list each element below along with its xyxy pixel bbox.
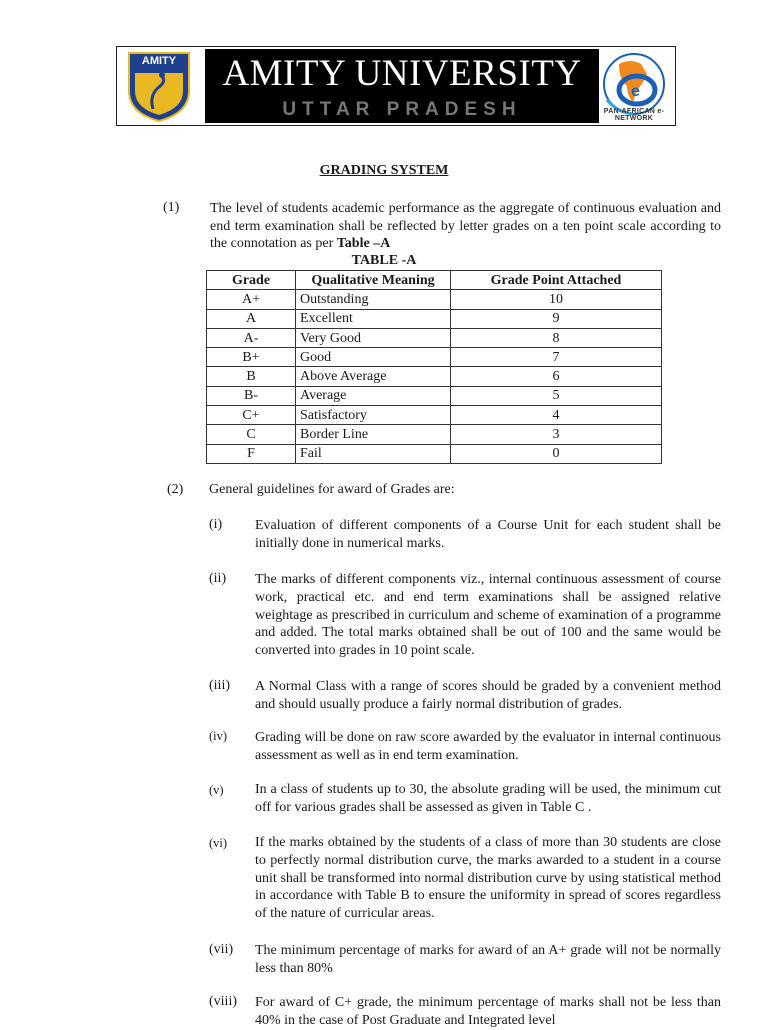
grade-cell: C (207, 425, 296, 444)
grade-cell: A+ (207, 290, 296, 309)
item-number: (iii) (209, 678, 230, 693)
item-number: (iv) (209, 729, 228, 743)
table-a-caption: TABLE -A (351, 253, 417, 268)
amity-logo-text: AMITY (141, 55, 177, 67)
grade-cell: C+ (207, 406, 296, 425)
network-logo-text: PAN-AFRICAN e-NETWORK (603, 108, 665, 122)
guideline-item: In a class of students up to 30, the absolute grading will be used, the minimum cut off for various grades shall be assessed as given in Table C . (255, 782, 721, 815)
item-number: (vi) (209, 836, 228, 850)
point-cell: 3 (451, 425, 662, 444)
table-row (207, 444, 662, 463)
item-number: (ii) (209, 571, 227, 586)
grade-cell: B- (207, 386, 296, 405)
item-number: (vii) (209, 942, 234, 957)
meaning-cell: Average (296, 386, 451, 405)
meaning-cell: Good (296, 348, 451, 367)
table-row (207, 367, 662, 386)
item-number: (viii) (209, 994, 237, 1009)
header-qualitative-meaning: Qualitative Meaning (296, 271, 451, 290)
meaning-cell: Very Good (296, 328, 451, 347)
header-grade-point: Grade Point Attached (451, 271, 662, 290)
grade-cell: F (207, 444, 296, 463)
meaning-cell: Satisfactory (296, 406, 451, 425)
pan-african-network-logo (597, 50, 671, 124)
point-cell: 8 (451, 328, 662, 347)
para2-text: General guidelines for award of Grades are: (209, 482, 455, 497)
guideline-item: The minimum percentage of marks for award of an A+ grade will not be normally less than 80% (255, 943, 721, 976)
para1-table-ref: Table –A (336, 236, 391, 251)
table-row (207, 309, 662, 328)
meaning-cell: Above Average (296, 367, 451, 386)
university-name: AMITY UNIVERSITY (222, 53, 582, 94)
header-banner (116, 46, 676, 126)
grade-cell: B+ (207, 348, 296, 367)
point-cell: 9 (451, 309, 662, 328)
point-cell: 0 (451, 444, 662, 463)
point-cell: 7 (451, 348, 662, 367)
campus-name: UTTAR PRADESH (282, 99, 522, 120)
point-cell: 4 (451, 406, 662, 425)
table-header-row (207, 271, 662, 290)
guideline-item: A Normal Class with a range of scores should be graded by a convenient method and should usually produce a fairly normal distribution of grades. (255, 679, 721, 712)
guideline-item: Grading will be done on raw score awarded by the evaluator in internal continuous assessment as well as in end term examination. (255, 730, 721, 763)
svg-text:e: e (631, 83, 640, 100)
banner-title-block (205, 49, 599, 123)
table-row (207, 328, 662, 347)
table-row (207, 425, 662, 444)
grade-cell: A- (207, 328, 296, 347)
guideline-item: If the marks obtained by the students of a class of more than 30 students are close to perfectly normal distribution curve, the marks awarded to a student in a course unit shall be transformed into normal distribution curve by using statistical method in accordance with Table B to ensure the uniformity in spread of scores regardless of the nature of curricular areas. (255, 835, 721, 922)
point-cell: 6 (451, 367, 662, 386)
point-cell: 10 (451, 290, 662, 309)
meaning-cell: Outstanding (296, 290, 451, 309)
page-title: GRADING SYSTEM (319, 163, 449, 178)
guideline-item: The marks of different components viz., internal continuous assessment of course work, practical etc. and end term examinations shall be assigned relative weightage as prescribed in curriculum and scheme of examination of a programme and added. The total marks obtained shall be out of 100 and the same would be converted into grades in 10 point scale. (255, 572, 721, 659)
para2-number: (2) (167, 482, 184, 497)
amity-logo (123, 51, 195, 123)
guideline-item: For award of C+ grade, the minimum percentage of marks shall not be less than 40% in the case of Post Graduate and Integrated level (255, 995, 721, 1028)
meaning-cell: Fail (296, 444, 451, 463)
para1-body: The level of students academic performance as the aggregate of continuous evaluation and end term examination shall be reflected by letter grades on a ten point scale according to the connotation as per (210, 201, 721, 251)
table-row (207, 348, 662, 367)
para1-number: (1) (163, 200, 180, 215)
grade-cell: B (207, 367, 296, 386)
meaning-cell: Excellent (296, 309, 451, 328)
grade-cell: A (207, 309, 296, 328)
table-row (207, 290, 662, 309)
header-grade: Grade (207, 271, 296, 290)
item-number: (i) (209, 517, 223, 532)
point-cell: 5 (451, 386, 662, 405)
para1-text (210, 200, 721, 253)
table-row (207, 386, 662, 405)
guideline-item: Evaluation of different components of a Course Unit for each student shall be initially done in numerical marks. (255, 518, 721, 551)
table-row (207, 406, 662, 425)
grade-table (206, 270, 662, 464)
meaning-cell: Border Line (296, 425, 451, 444)
item-number: (v) (209, 783, 224, 797)
